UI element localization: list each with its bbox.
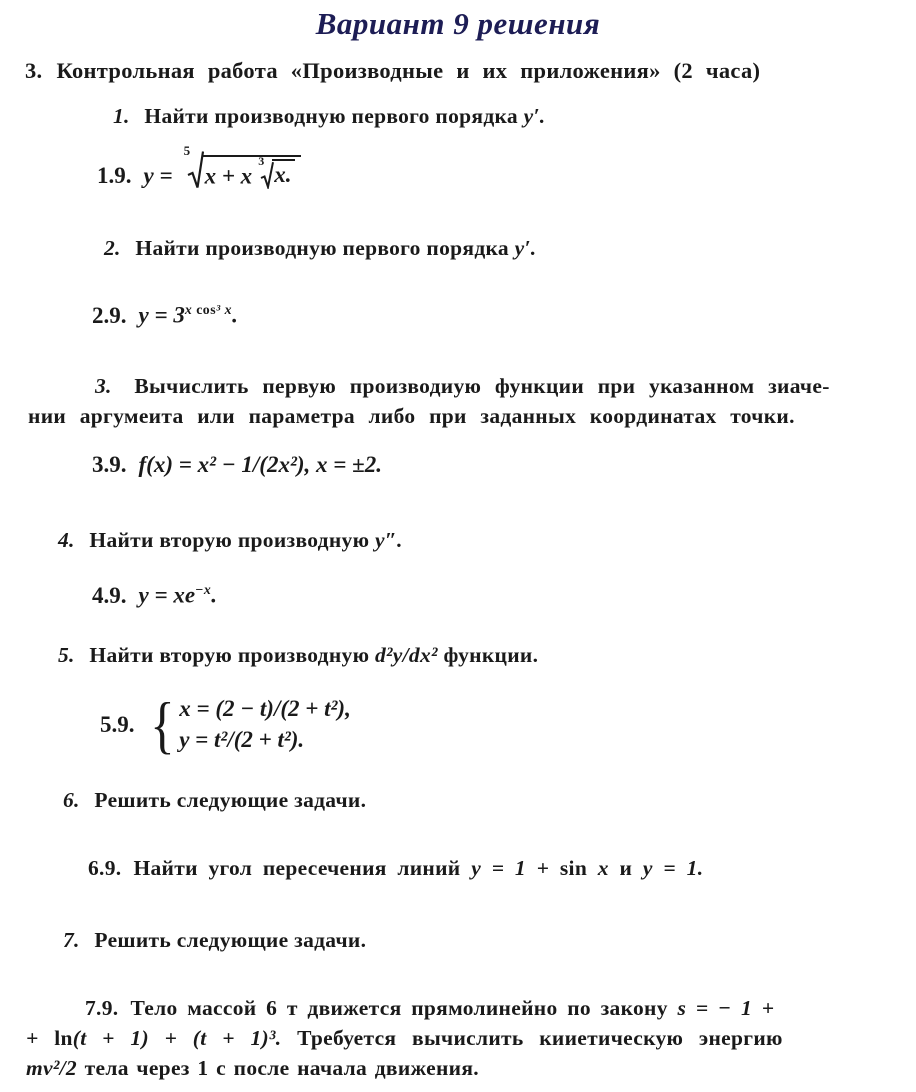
formula-4-9-base: y = xe <box>138 582 196 608</box>
task-7-9-line2-math: + ln(t + 1) + (t + 1)³. <box>26 1026 282 1050</box>
formula-4-9-label: 4.9. <box>92 582 127 608</box>
task-7-9-line3-math: mv²/2 <box>26 1056 77 1080</box>
radical-inner <box>258 154 295 188</box>
formula-2-9-tail: . <box>232 302 238 328</box>
formula-2-9-base: y = 3 <box>138 302 185 328</box>
task-7-9-line3 <box>26 1056 479 1081</box>
task-7 <box>63 928 366 953</box>
task-3-line2 <box>28 404 795 429</box>
task-5 <box>58 643 538 668</box>
task-7-9-line1-text: Тело массой 6 т движется прямолинейно по закону <box>130 996 668 1020</box>
task-4-math: y″. <box>375 528 403 552</box>
radical-inner-index: 3 <box>258 154 265 169</box>
formula-6-9 <box>88 856 703 881</box>
formula-6-9-math1: y = 1 + sin x <box>471 856 609 880</box>
formula-2-9 <box>92 302 238 329</box>
task-3-number: 3. <box>95 374 112 398</box>
radical-outer-index: 5 <box>183 143 191 158</box>
formula-6-9-math2: y = 1. <box>642 856 704 880</box>
task-5-number: 5. <box>58 643 75 667</box>
formula-6-9-text2: и <box>619 856 633 880</box>
task-5-text: Найти вторую производную <box>89 643 370 667</box>
formula-1-9 <box>97 143 301 190</box>
task-7-9-line3-text: тела через 1 с после начала движения. <box>84 1056 479 1080</box>
task-1-math: y′. <box>523 104 546 128</box>
radical-outer <box>183 143 302 190</box>
task-6 <box>63 788 366 813</box>
task-3-text-line2: нии аргумеита или параметра либо при заданных координатах точки. <box>28 404 795 428</box>
radicand-outer: x + x <box>204 163 253 189</box>
formula-1-9-label: 1.9. <box>97 163 132 188</box>
task-4 <box>58 528 403 553</box>
formula-2-9-label: 2.9. <box>92 302 127 328</box>
formula-4-9 <box>92 582 217 609</box>
system-brace: { <box>149 689 175 760</box>
task-7-9-line1 <box>85 996 774 1021</box>
task-5-text2: функции. <box>443 643 539 667</box>
formula-1-9-lhs: y = <box>143 163 173 188</box>
task-7-text: Решить следующие задачи. <box>94 928 367 952</box>
task-6-number: 6. <box>63 788 80 812</box>
task-4-text: Найти вторую производную <box>89 528 370 552</box>
task-2-number: 2. <box>104 236 121 260</box>
formula-7-9-label: 7.9. <box>85 996 119 1020</box>
task-2-math: y′. <box>514 236 537 260</box>
section-title: Контрольная работа «Производные и их приложения» (2 часа) <box>56 58 761 83</box>
task-7-9-line1-math: s = − 1 + <box>677 996 775 1020</box>
section-heading <box>25 58 760 84</box>
task-4-number: 4. <box>58 528 75 552</box>
task-3-text-line1: Вычислить первую производиую функции при указанном зиаче- <box>134 374 830 398</box>
section-number: 3. <box>25 58 43 83</box>
formula-6-9-text1: Найти угол пересечения линий <box>133 856 461 880</box>
task-7-9-line2 <box>26 1026 783 1051</box>
formula-4-9-tail: . <box>211 582 218 608</box>
task-1-number: 1. <box>113 104 130 128</box>
formula-6-9-label: 6.9. <box>88 856 122 880</box>
task-5-math: d²y/dx² <box>375 643 438 667</box>
task-7-9-line2-text: Требуется вычислить кииетическую энергию <box>297 1026 783 1050</box>
task-1-text: Найти производную первого порядка <box>144 104 518 128</box>
task-2 <box>104 236 536 261</box>
task-3-line1 <box>95 374 830 399</box>
formula-4-9-exponent: −x <box>195 582 212 597</box>
formula-3-9-label: 3.9. <box>92 452 127 477</box>
task-2-text: Найти производную первого порядка <box>135 236 509 260</box>
radicand-inner: x. <box>274 162 292 188</box>
task-7-number: 7. <box>63 928 80 952</box>
task-6-text: Решить следующие задачи. <box>94 788 367 812</box>
page-title: Вариант 9 решения <box>315 6 601 41</box>
formula-2-9-exponent: x cos³ x <box>184 302 233 317</box>
formula-3-9-math: f(x) = x² − 1/(2x²), x = ±2. <box>138 452 382 477</box>
equation-system <box>100 689 351 760</box>
formula-5-9 <box>100 689 351 760</box>
formula-3-9 <box>92 452 382 478</box>
system-line-2: y = t²/(2 + t²). <box>179 726 305 752</box>
task-1 <box>113 104 545 129</box>
formula-5-9-label: 5.9. <box>100 711 135 737</box>
system-line-1: x = (2 − t)/(2 + t²), <box>179 696 351 722</box>
